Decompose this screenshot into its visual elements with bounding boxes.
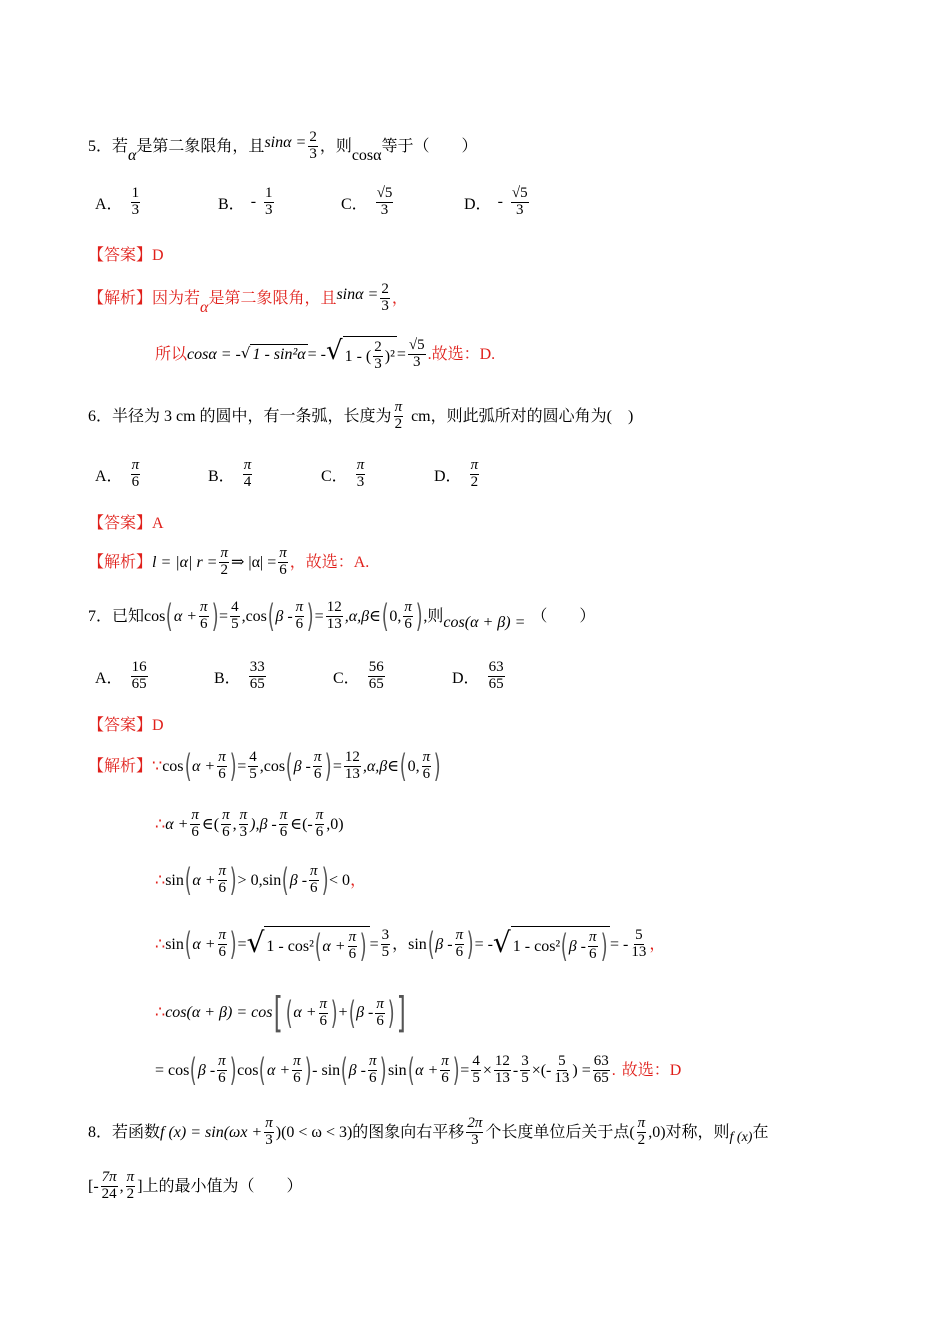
q7-explain-line5: ∴ cos(α + β) = cos [ ( α + $\frac{\pi}{6}$ ) + ( β - $\frac{\pi}{6}$ ) ]: [155, 988, 407, 1037]
q6-answer: 【答案】 A: [88, 515, 164, 532]
q5-option-a[interactable]: A． $\frac{1}{3}$: [95, 185, 140, 218]
q6-option-c[interactable]: C． $\frac{\pi}{3}$: [321, 457, 365, 490]
q7-option-a[interactable]: A． $\frac{16}{65}$: [95, 659, 147, 692]
q7-option-b[interactable]: B． $\frac{33}{65}$: [214, 659, 265, 692]
q5-number: 5．若: [88, 137, 129, 155]
q6-option-d[interactable]: D． $\frac{\pi}{2}$: [434, 457, 479, 490]
q7-explain-line1: 【解析】 ∵ cos ( α + $\frac{\pi}{6}$ ) = $\frac{4}{5}$ ,cos ( β - $\frac{\pi}{6}$ ) = $\frac{12}{13}$ ,α,β∈ ( 0, $\frac{\pi}{6}$ ): [88, 747, 441, 786]
q8-stem-line1: 8．若函数 f (x) = sin(ωx + $\frac{\pi}{3}$ )(0 < ω < 3) 的图象向右平移 $\frac{2\pi}{3}$ 个长度单位后关于点( $\frac{\pi}{2}$ ,0) 对称，则 f (x) 在: [88, 1115, 769, 1148]
q7-explain-line4: ∴ sin ( α + $\frac{\pi}{6}$ ) = √ 1 - cos² ( α + $\frac{\pi}{6}$ ) = $\frac{3}{5}$ ，sin ( β - $\frac{\pi}{6}$ ) = - √ 1 - cos² ( β - $\frac{\pi}{6}$ ) = - $\frac{5}{13}$ ，: [155, 925, 666, 966]
q5-explain-line1: 【解析】 因为若 α 是第二象限角，且 sinα = $\frac{2}{3}$ ，: [88, 281, 408, 316]
q5-fraction: $\frac{2}{3}$: [309, 129, 317, 162]
q5-stem: 5．若 α 是第二象限角，且 sinα = $\frac{2}{3}$ ，则 cosα 等于（ ）: [88, 129, 478, 164]
q7-explain-line6: = cos ( β - $\frac{\pi}{6}$ ) cos ( α + $\frac{\pi}{6}$ ) - sin ( β - $\frac{\pi}{6}$ ) sin ( α + $\frac{\pi}{6}$ ) = $\frac{4}{5}$ × $\frac{12}{13}$ - $\frac{3}{5}$ ×(- $\frac{5}{13}$ ) = $\frac{63}{65}$ . 故选：D: [155, 1051, 682, 1090]
q7-explain-line3: ∴ sin ( α + $\frac{\pi}{6}$ ) > 0,sin ( β - $\frac{\pi}{6}$ ) < 0 ，: [155, 861, 367, 900]
q5-explain-line2: 所以 cosα = - √ 1 - sin²α = - √ 1 - ( $\frac{2}{3}$ )² = $\frac{√5}{3}$ .故选：D.: [155, 336, 496, 372]
q7-options: [95, 660, 571, 693]
q6-explain: 【解析】 l = |α| r = $\frac{\pi}{2}$ ⇒ |α| = $\frac{\pi}{6}$ ，故选：A.: [88, 545, 370, 578]
q7-stem: 7．已知 cos ( α + $\frac{\pi}{6}$ ) = $\frac{4}{5}$ ,cos ( β - $\frac{\pi}{6}$ ) = $\frac{12}{13}$ ,α,β∈ ( 0, $\frac{\pi}{6}$ ) ,则 cos(α + β) = （ ）: [88, 597, 596, 636]
q7-explain-line2: ∴ α + $\frac{\pi}{6}$ ∈( $\frac{\pi}{6}$ , $\frac{\pi}{3}$ ),β - $\frac{\pi}{6}$ ∈(- $\frac{\pi}{6}$ ,0): [155, 807, 344, 840]
q6-option-a[interactable]: A． $\frac{\pi}{6}$: [95, 457, 140, 490]
q5-alpha: α: [128, 146, 137, 164]
q5-option-d[interactable]: D． - $\frac{√5}{3}$: [464, 185, 528, 218]
q7-option-d[interactable]: D． $\frac{63}{65}$: [452, 659, 504, 692]
q7-answer: 【答案】 D: [88, 717, 164, 734]
q7-option-c[interactable]: C． $\frac{56}{65}$: [333, 659, 384, 692]
q5-answer: 【答案】 D: [88, 247, 164, 264]
q6-options: [95, 458, 547, 491]
q6-stem: 6．半径为 3 cm 的圆中，有一条弧，长度为 $\frac{\pi}{2}$ cm，则此弧所对的圆心角为( ): [88, 399, 634, 432]
q5-option-b[interactable]: B． - $\frac{1}{3}$: [218, 185, 273, 218]
q5-options: [95, 186, 587, 219]
q5-option-c[interactable]: C． $\frac{√5}{3}$: [341, 185, 393, 218]
q8-stem-line2: [- $\frac{7\pi}{24}$ , $\frac{\pi}{2}$ ] 上的最小值为（ ）: [88, 1169, 303, 1202]
q6-option-b[interactable]: B． $\frac{\pi}{4}$: [208, 457, 252, 490]
